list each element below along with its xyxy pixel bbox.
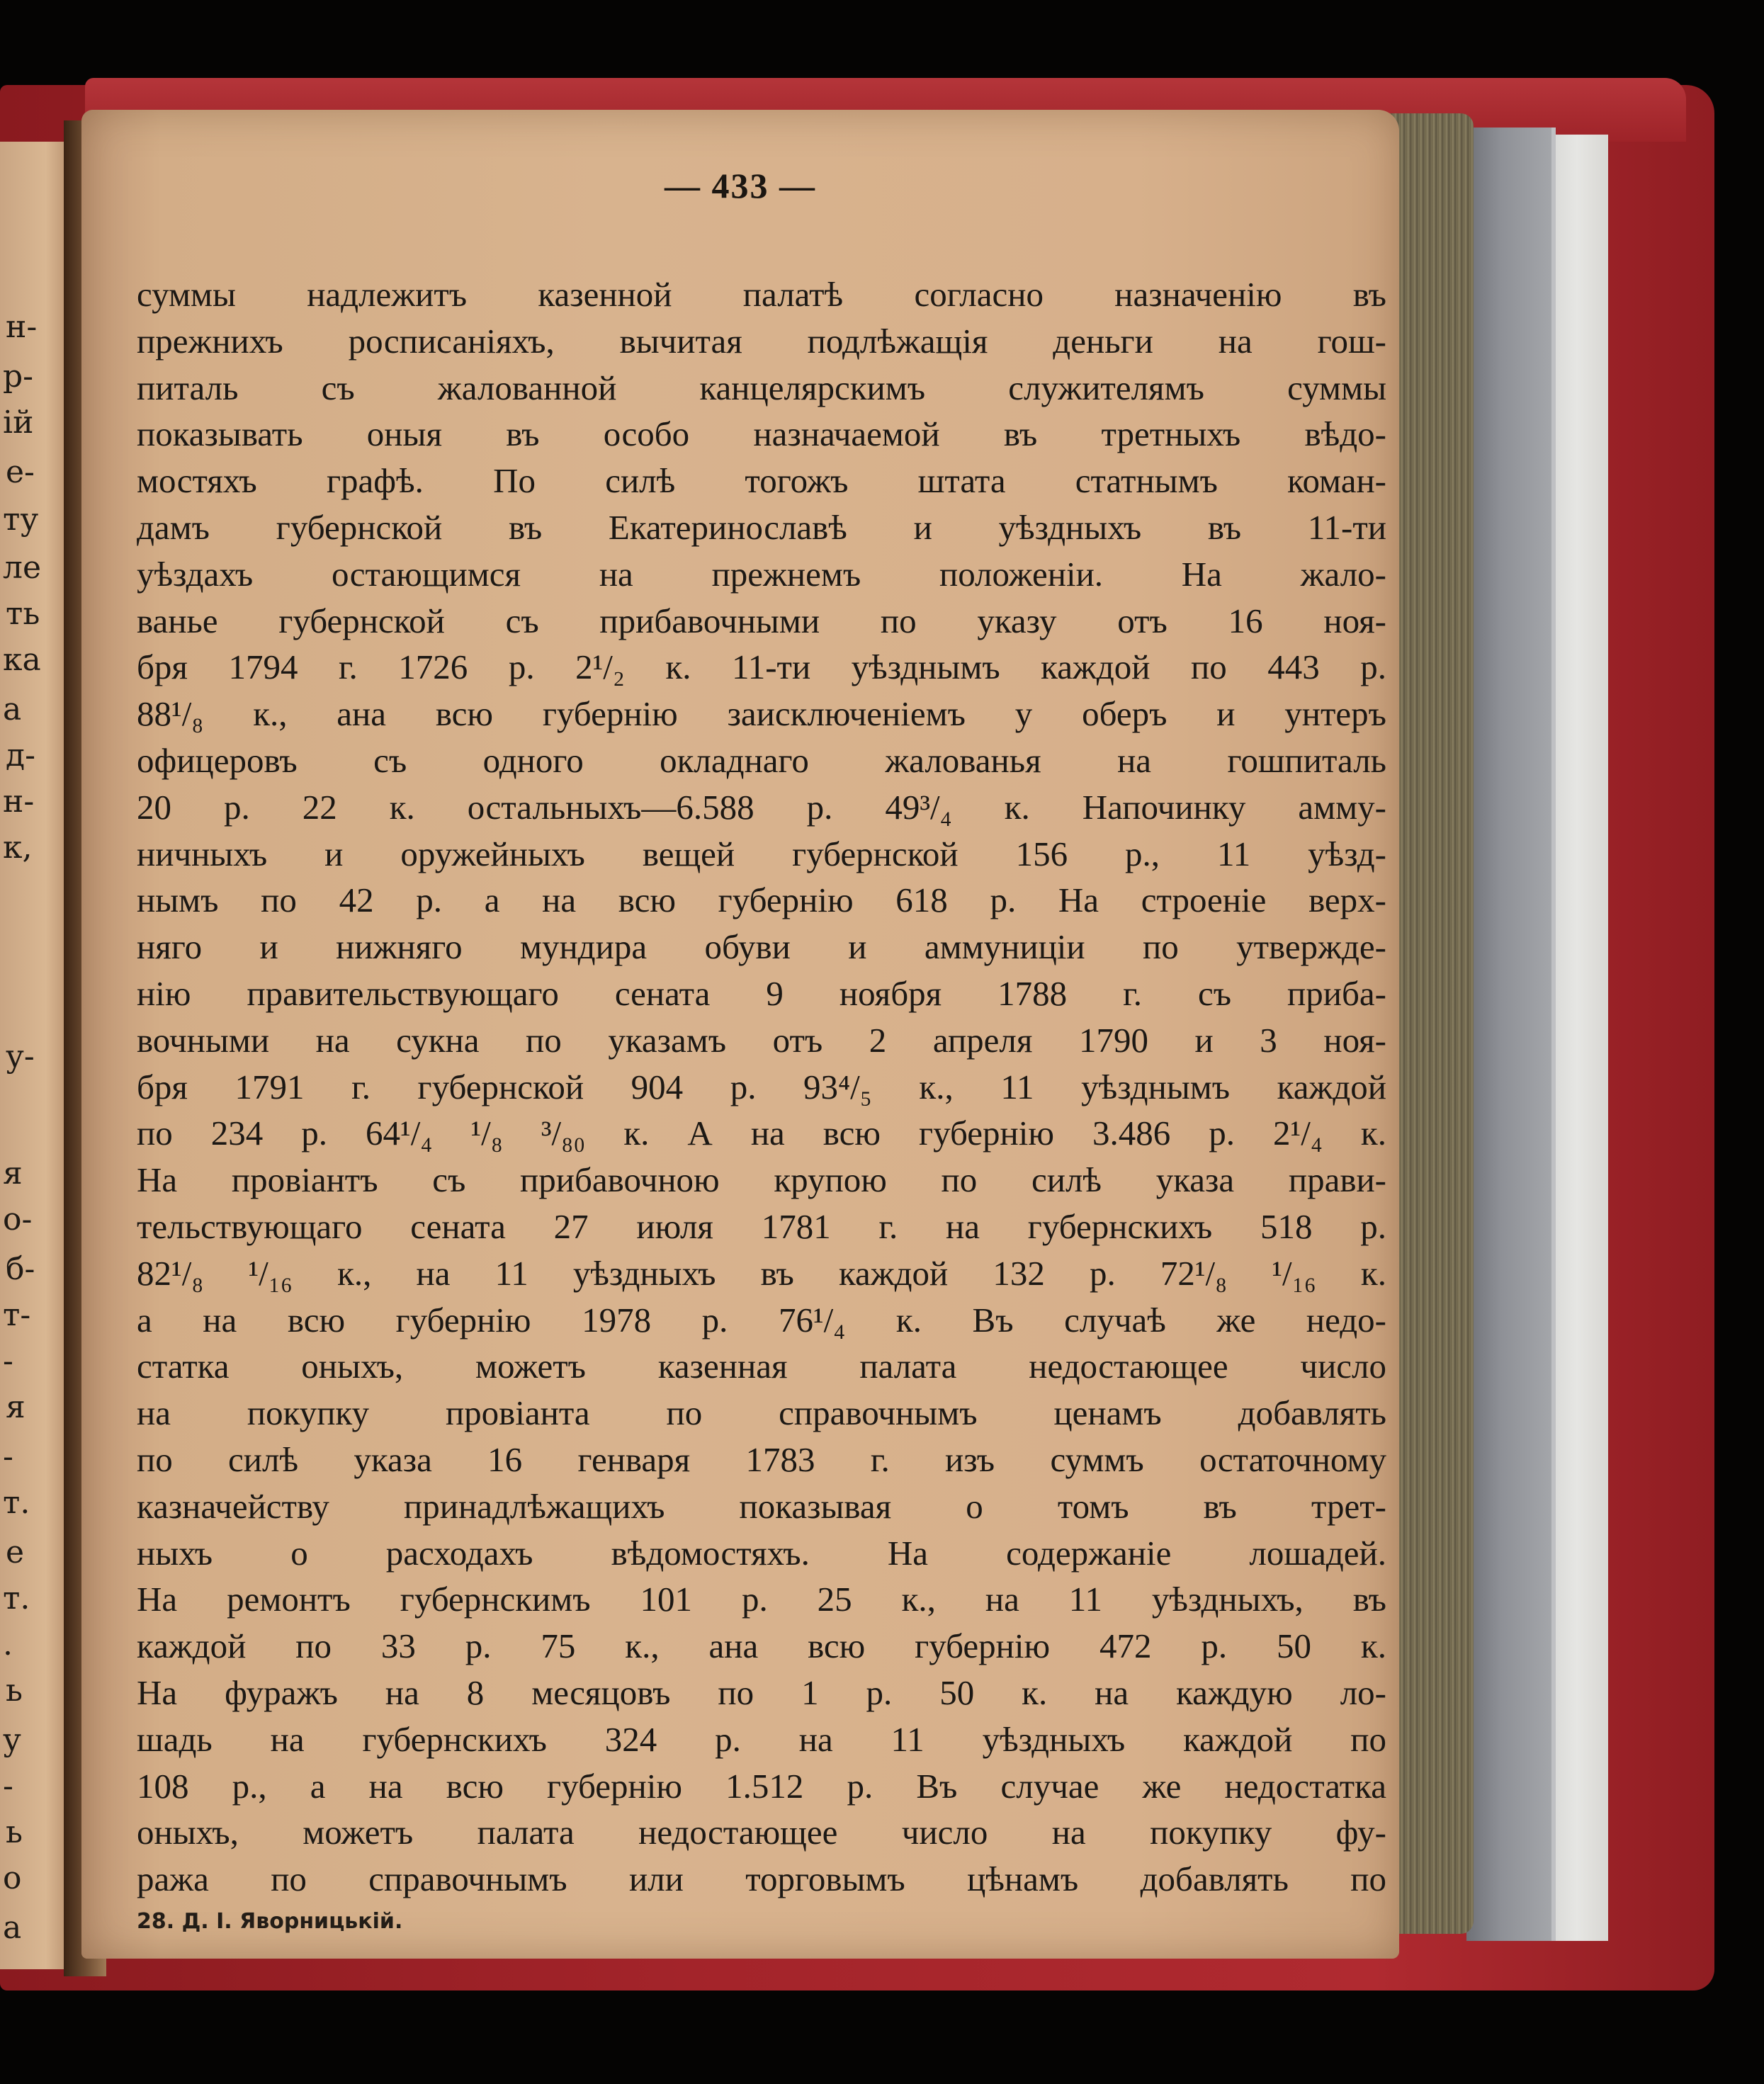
left-page-fragment: ь xyxy=(6,1814,23,1850)
text-line: уѣздахъ остающимся на прежнемъ положеніи. На жало- xyxy=(137,554,1386,594)
text-line: показывать оныя въ особо назначаемой въ третныхъ вѣдо- xyxy=(137,414,1386,454)
left-page-fragment: . xyxy=(3,1626,13,1663)
text-line: бря 1791 г. губернской 904 р. 93⁴/₅ к., 11 уѣзднымъ каждой xyxy=(137,1067,1386,1106)
left-page-fragment: т. xyxy=(3,1485,30,1521)
text-line: тельствующаго сената 27 июля 1781 г. на губернскихъ 518 р. xyxy=(137,1206,1386,1246)
text-line: няго и нижняго мундира обуви и аммуниціи по утвержде- xyxy=(137,927,1386,967)
text-line: по 234 р. 64¹/₄ ¹/₈ ³/₈₀ к. А на всю губернію 3.486 р. 2¹/₄ к. xyxy=(137,1114,1386,1153)
left-page-fragment: е xyxy=(6,1534,25,1570)
text-line: казначейству принадлѣжащихъ показывая о томъ въ трет- xyxy=(137,1486,1386,1526)
text-line: офицеровъ съ одного окладнаго жалованья на гошпиталь xyxy=(137,740,1386,780)
left-page-fragment: р- xyxy=(3,358,34,395)
text-line: нымъ по 42 р. а на всю губернію 618 р. На строеніе верх- xyxy=(137,880,1386,920)
left-page-fragment: ле xyxy=(3,550,41,586)
left-page-fragment: н- xyxy=(6,309,38,345)
left-page-fragment: - xyxy=(3,1768,13,1804)
left-page-fragment: у xyxy=(3,1722,21,1758)
page-body-text xyxy=(137,271,1386,1903)
text-line: 88¹/₈ к., ана всю губернію заисключеніемъ у оберъ и унтеръ xyxy=(137,694,1386,734)
text-line: суммы надлежитъ казенной палатѣ согласно назначенію въ xyxy=(137,275,1386,314)
main-page xyxy=(81,110,1399,1959)
left-page-fragment: я xyxy=(6,1389,26,1425)
text-line: оныхъ, можетъ палата недостающее число на покупку фу- xyxy=(137,1813,1386,1852)
text-line: 20 р. 22 к. остальныхъ—6.588 р. 49³/₄ к. Напочинку амму- xyxy=(137,787,1386,827)
text-line: вочными на сукна по указамъ отъ 2 апреля 1790 и 3 ноя- xyxy=(137,1020,1386,1060)
text-line: ванье губернской съ прибавочными по указу отъ 16 ноя- xyxy=(137,601,1386,640)
left-page-fragment: б- xyxy=(6,1251,35,1287)
text-line: На ремонтъ губернскимъ 101 р. 25 к., на 11 уѣздныхъ, въ xyxy=(137,1580,1386,1619)
left-page-fragment: а xyxy=(3,691,22,727)
left-page-fragment: у- xyxy=(6,1038,35,1075)
left-page-fragment: е- xyxy=(6,454,35,490)
text-line: прежнихъ росписаніяхъ, вычитая подлѣжащія деньги на гош- xyxy=(137,321,1386,361)
page-number: — 433 — xyxy=(665,166,816,205)
left-page-fragment: к, xyxy=(3,829,33,866)
text-line: 108 р., а на всю губернію 1.512 р. Въ случае же недостатка xyxy=(137,1766,1386,1806)
text-line: статка оныхъ, можетъ казенная палата недостающее число xyxy=(137,1347,1386,1386)
text-line: ража по справочнымъ или торговымъ цѣнамъ добавлять по xyxy=(137,1859,1386,1899)
left-page-fragment: я xyxy=(3,1155,23,1191)
left-page-fragment: о xyxy=(3,1860,22,1896)
left-page-fragment: ка xyxy=(3,642,41,678)
text-line: дамъ губернской въ Екатеринославѣ и уѣздныхъ въ 11-ти xyxy=(137,507,1386,547)
text-line: На провіантъ съ прибавочною крупою по силѣ указа прави- xyxy=(137,1160,1386,1200)
left-page-fragment: - xyxy=(3,1343,13,1379)
text-line: ныхъ о расходахъ вѣдомостяхъ. На содержаніе лошадей. xyxy=(137,1533,1386,1573)
left-page-fragment: ть xyxy=(6,596,40,632)
page-signature: 28. Д. І. Яворницькій. xyxy=(137,1909,403,1934)
text-line: бря 1794 г. 1726 р. 2¹/₂ к. 11-ти уѣзднымъ каждой по 443 р. xyxy=(137,647,1386,687)
left-page-fragment: - xyxy=(3,1439,13,1475)
text-line: а на всю губернію 1978 р. 76¹/₄ к. Въ случаѣ же недо- xyxy=(137,1300,1386,1340)
text-line: 82¹/₈ ¹/₁₆ к., на 11 уѣздныхъ въ каждой 132 р. 72¹/₈ ¹/₁₆ к. xyxy=(137,1253,1386,1293)
text-line: на покупку провіанта по справочнымъ ценамъ добавлять xyxy=(137,1393,1386,1433)
text-line: питаль съ жалованной канцелярскимъ служителямъ суммы xyxy=(137,368,1386,407)
left-page-fragment: н- xyxy=(3,783,35,820)
text-line: шадь на губернскихъ 324 р. на 11 уѣздныхъ каждой по xyxy=(137,1719,1386,1759)
text-line: На фуражъ на 8 месяцовъ по 1 р. 50 к. на каждую ло- xyxy=(137,1672,1386,1712)
left-page-fragment: т- xyxy=(3,1297,31,1333)
left-page-fragment: ій xyxy=(3,404,34,441)
left-page-fragment: ь xyxy=(6,1672,23,1709)
grey-insert-sheet xyxy=(1466,128,1556,1941)
left-page-fragment: т. xyxy=(3,1580,30,1616)
text-line: мостяхъ графѣ. По силѣ тогожъ штата статнымъ коман- xyxy=(137,461,1386,501)
text-line: по силѣ указа 16 генваря 1783 г. изъ суммъ остаточному xyxy=(137,1439,1386,1479)
left-page-fragment: ту xyxy=(3,502,39,538)
text-line: нію правительствующаго сената 9 ноября 1788 г. съ приба- xyxy=(137,973,1386,1013)
left-page-fragment: о- xyxy=(3,1201,33,1238)
left-page-fragment: д- xyxy=(6,737,35,774)
text-line: ничныхъ и оружейныхъ вещей губернской 156 р., 11 уѣзд- xyxy=(137,834,1386,873)
left-page-fragment: а xyxy=(3,1910,22,1946)
text-line: каждой по 33 р. 75 к., ана всю губернію 472 р. 50 к. xyxy=(137,1626,1386,1666)
